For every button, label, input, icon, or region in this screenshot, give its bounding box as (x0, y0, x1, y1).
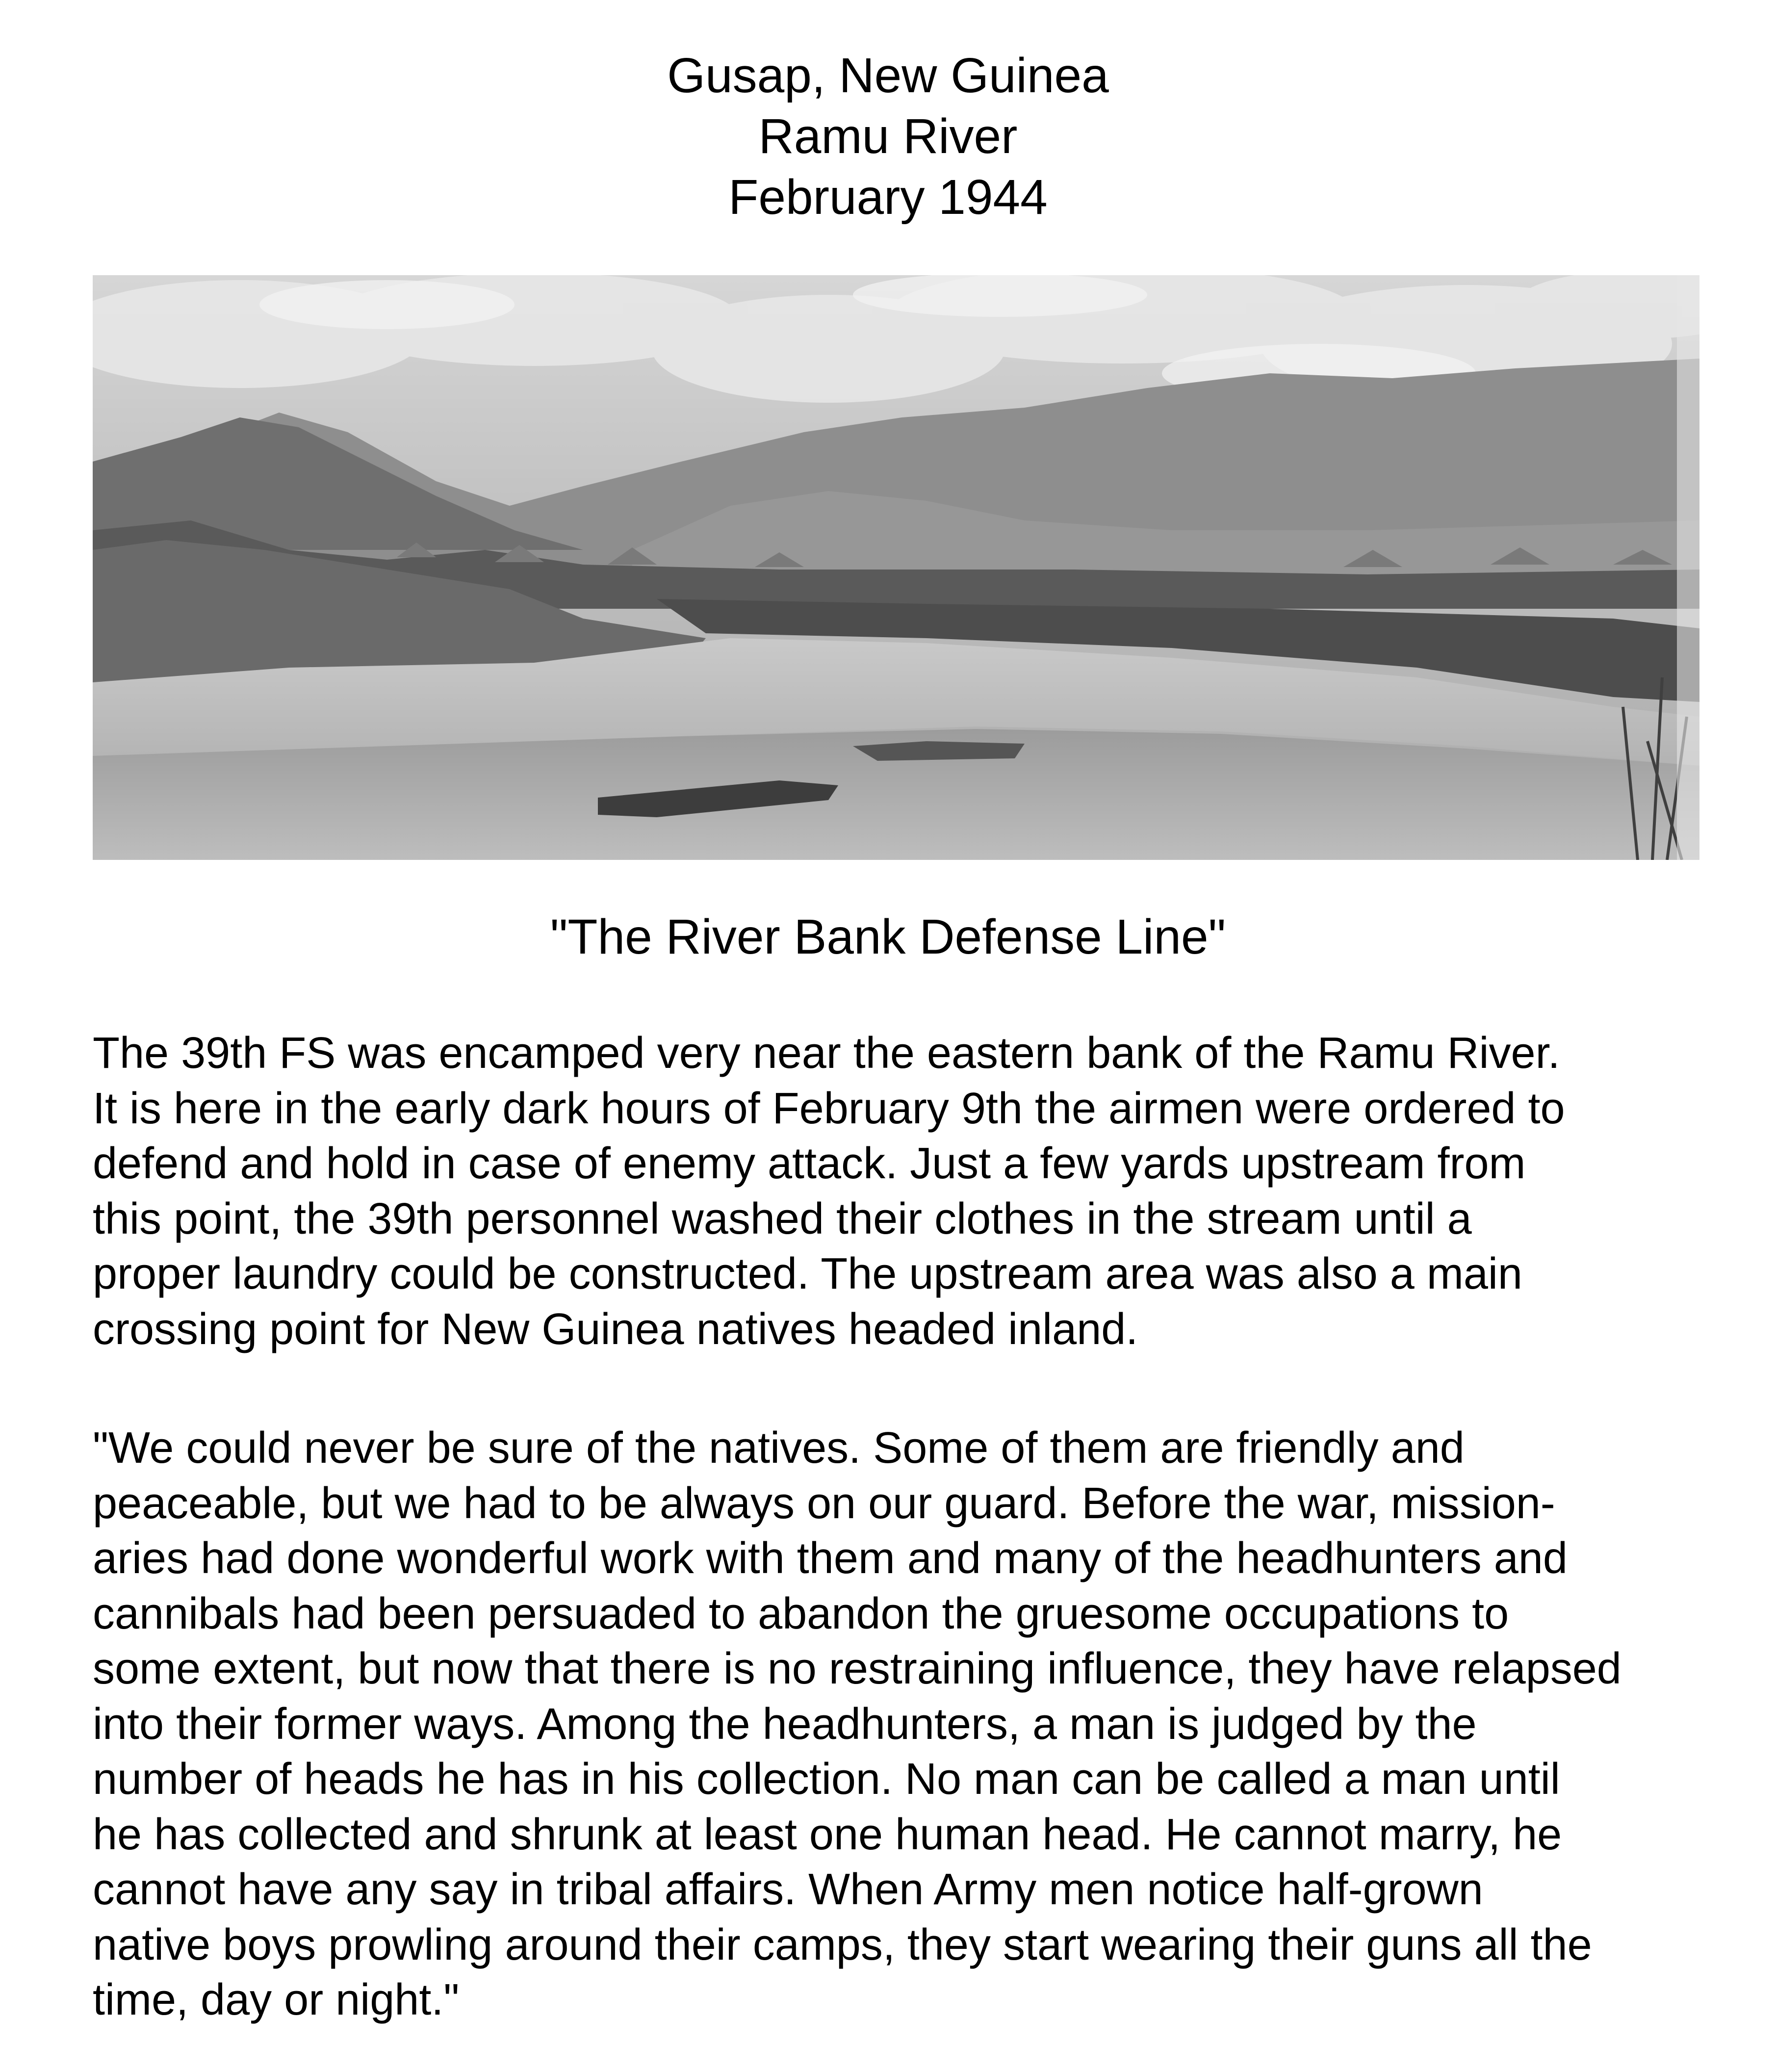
text-line: It is here in the early dark hours of February 9th the airmen were ordered to (93, 1084, 1565, 1133)
text-line: The 39th FS was encamped very near the eastern bank of the Ramu River. (93, 1029, 1560, 1078)
text-line: he has collected and shrunk at least one human head. He cannot marry, he (93, 1810, 1562, 1859)
text-line: cannot have any say in tribal affairs. When Army men notice half-grown (93, 1865, 1483, 1914)
text-line: some extent, but now that there is no restraining influence, they have relapsed (93, 1644, 1622, 1693)
text-line: proper laundry could be constructed. The upstream area was also a main (93, 1249, 1522, 1298)
header-location: Gusap, New Guinea (667, 48, 1109, 103)
text-line: native boys prowling around their camps, they start wearing their guns all the (93, 1920, 1592, 1969)
text-line: cannibals had been persuaded to abandon the gruesome occupations to (93, 1589, 1509, 1638)
header-date: February 1944 (728, 170, 1048, 225)
river-landscape-image (93, 275, 1699, 860)
header-river: Ramu River (758, 109, 1018, 164)
text-line: crossing point for New Guinea natives headed inland. (93, 1304, 1138, 1354)
paragraph-encampment (93, 1026, 1770, 1357)
paragraph-quote-natives (93, 1421, 1770, 2028)
text-line: this point, the 39th personnel washed their clothes in the stream until a (93, 1194, 1472, 1243)
text-line: into their former ways. Among the headhunters, a man is judged by the (93, 1699, 1477, 1749)
document-header (0, 45, 1776, 228)
text-line: time, day or night." (93, 1975, 460, 2024)
text-line: "We could never be sure of the natives. Some of them are friendly and (93, 1424, 1465, 1473)
text-line: peaceable, but we had to be always on our guard. Before the war, mission- (93, 1478, 1555, 1528)
text-line: aries had done wonderful work with them and many of the headhunters and (93, 1534, 1568, 1583)
photo-caption-title: "The River Bank Defense Line" (550, 909, 1226, 964)
text-line: defend and hold in case of enemy attack. Just a few yards upstream from (93, 1139, 1526, 1188)
text-line: number of heads he has in his collection. No man can be called a man until (93, 1755, 1560, 1804)
river-photo (93, 275, 1699, 860)
